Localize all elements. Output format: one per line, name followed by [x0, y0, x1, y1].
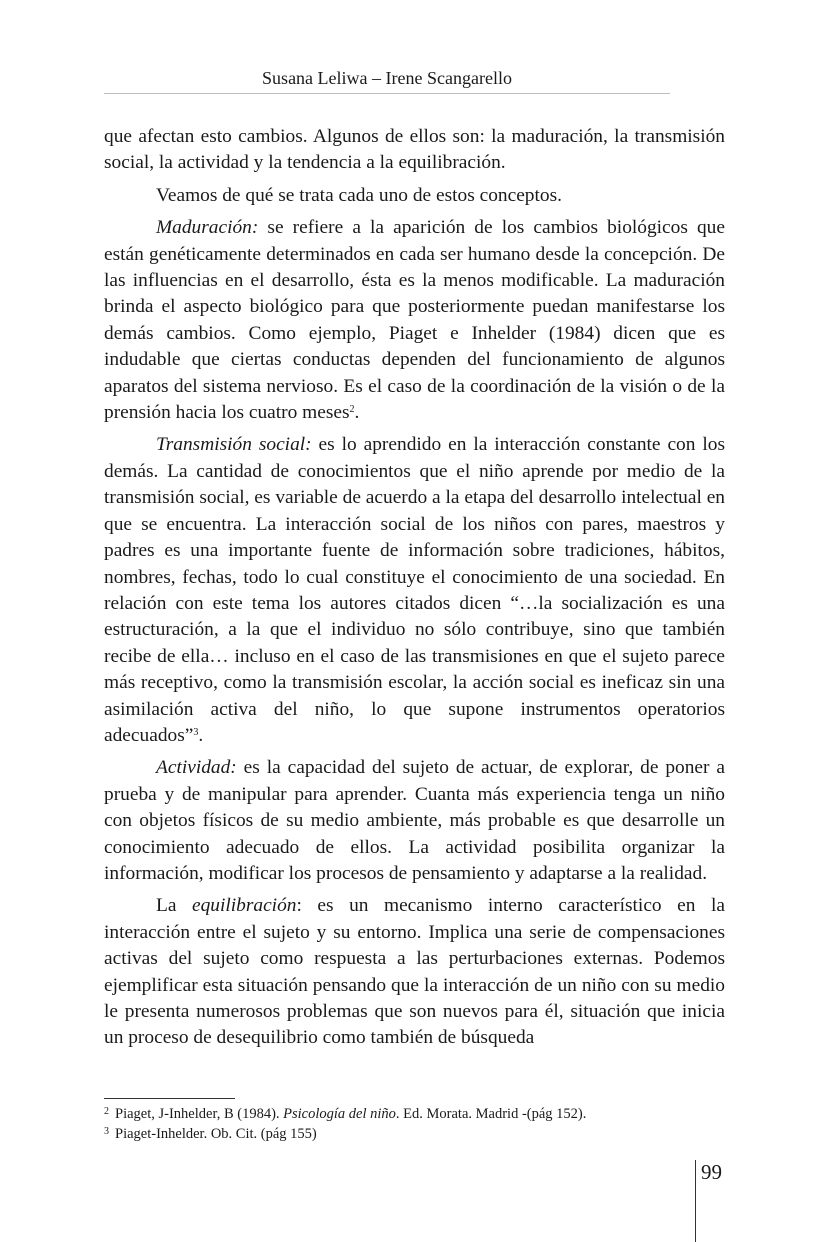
- text-run: Piaget-Inhelder. Ob. Cit. (pág 155): [115, 1126, 317, 1142]
- paragraph: [104, 215, 725, 426]
- italic-text: Maduración:: [156, 217, 259, 239]
- text-run: : es un mecanismo interno característico en la interacción entre el sujeto y su entorno. Implica una serie de compensaciones activas del sujeto como respuesta a las perturbaciones externas. Podemos ejemplificar esta situación pensando que la interacción de un niño con su medio le presenta numerosos problemas que son nuevos para él, situación que inicia un proceso de desequilibrio como también de búsqueda: [104, 895, 725, 1049]
- paragraph: [104, 432, 725, 749]
- paragraph: [104, 893, 725, 1051]
- paragraph: [104, 124, 725, 177]
- footnote-number: 2: [104, 1106, 109, 1117]
- paragraph: [104, 183, 725, 209]
- page-number: 99: [701, 1160, 722, 1184]
- italic-text: Actividad:: [156, 757, 237, 779]
- text-run: se refiere a la aparición de los cambios biológicos que están genéticamente determinados en cada ser humano desde la concepción. De las influencias en el desarrollo, ésta es la menos modificable. La maduración brinda el aspecto biológico para que posteriormente puedan manifestarse los demás cambios. Como ejemplo, Piaget e Inhelder (1984) dicen que es indudable que ciertas conductas dependen del funcionamiento de algunos aparatos del sistema nervioso. Es el caso de la coordinación de la visión o de la prensión hacia los cuatro meses: [104, 217, 725, 424]
- footnote: [104, 1104, 744, 1124]
- footnotes: [104, 1104, 744, 1144]
- footnote-number: 3: [104, 1126, 109, 1137]
- text-run: es la capacidad del sujeto de actuar, de explorar, de poner a prueba y de manipular para aprender. Cuanta más experiencia tenga un niño con objetos físicos de su medio ambiente, más probable es que desarrolle un conocimiento adecuado de ellos. La actividad posibilita organizar la información, modificar los procesos de pensamiento y adaptarse a la realidad.: [104, 757, 725, 884]
- body-text: [104, 124, 725, 1058]
- page-number-rule: [695, 1160, 696, 1242]
- text-run: es lo aprendido en la interacción constante con los demás. La cantidad de conocimientos que el niño aprende por medio de la transmisión social, es variable de acuerdo a la etapa del desarrollo intelectual en que se encuentra. La interacción social de los niños con pares, maestros y padres es una importante fuente de información sobre tradiciones, hábitos, nombres, fechas, todo lo cual constituye el conocimiento de una sociedad. En relación con este tema los autores citados dicen “…la socialización es una estructuración, a la que el individuo no sólo contribuye, sino que también recibe de ella… incluso en el caso de las transmisiones en que el sujeto parece más receptivo, como la transmisión escolar, la acción social es ineficaz sin una asimilación activa del niño, lo que supone instrumentos operatorios adecuados”: [104, 434, 725, 746]
- footnote-divider: [104, 1098, 235, 1099]
- italic-text: equilibración: [191, 895, 297, 917]
- footnote-reference: 2: [349, 404, 355, 416]
- text-run: La: [156, 895, 192, 917]
- text-run: .: [198, 724, 204, 746]
- text-run: . Ed. Morata. Madrid -(pág 152).: [395, 1106, 587, 1122]
- paragraph: [104, 755, 725, 887]
- text-run: Piaget, J-Inhelder, B (1984).: [115, 1106, 284, 1122]
- running-header: Susana Leliwa – Irene Scangarello: [104, 68, 670, 94]
- italic-text: Psicología del niño: [283, 1106, 396, 1122]
- footnote-reference: 3: [193, 726, 199, 738]
- text-run: Veamos de qué se trata cada uno de estos conceptos.: [156, 184, 562, 206]
- italic-text: Transmisión social:: [156, 434, 312, 456]
- footnote: [104, 1124, 744, 1144]
- text-run: .: [354, 402, 360, 424]
- text-run: que afectan esto cambios. Algunos de ellos son: la maduración, la transmisión social, la actividad y la tendencia a la equilibración.: [104, 126, 725, 174]
